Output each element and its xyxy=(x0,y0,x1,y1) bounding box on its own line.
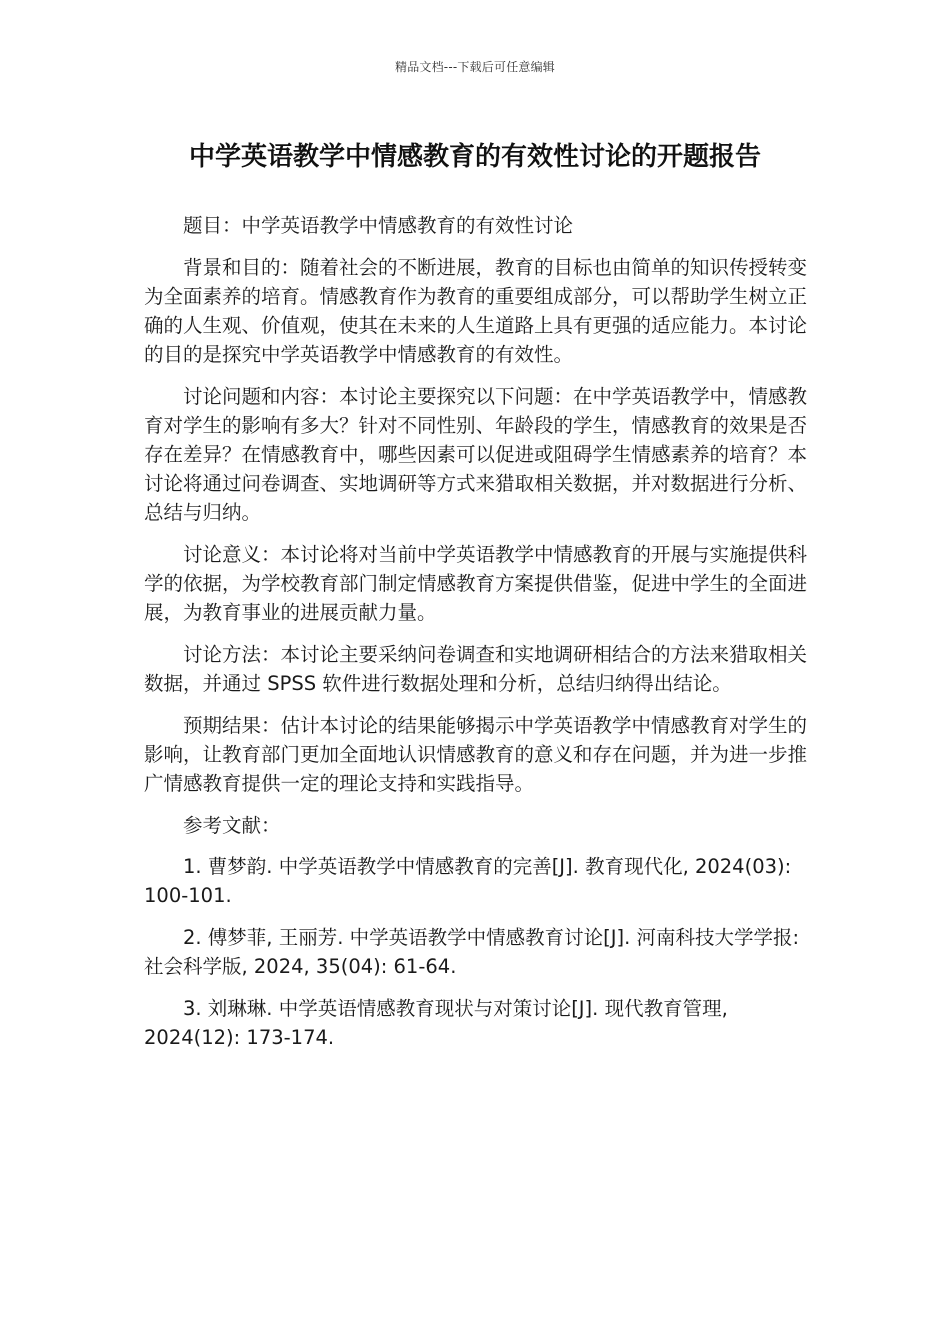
reference-item: 2. 傅梦菲, 王丽芳. 中学英语教学中情感教育讨论[J]. 河南科技大学学报: 社会科学版, 2024, 35(04): 61-64. xyxy=(144,926,800,978)
section-background xyxy=(144,253,824,369)
references-heading: 参考文献： xyxy=(183,814,281,837)
header-note: 精品文档---下载后可任意编辑 xyxy=(395,60,555,74)
reference-item: 3. 刘琳琳. 中学英语情感教育现状与对策讨论[J]. 现代教育管理, 2024(12): 173-174. xyxy=(144,997,728,1049)
section-questions xyxy=(144,382,824,527)
section-text: 随着社会的不断进展，教育的目标也由简单的知识传授转变为全面素养的培育。情感教育作为教育的重要组成部分，可以帮助学生树立正确的人生观、价值观，使其在未来的人生道路上具有更强的适应能力。本讨论的目的是探究中学英语教学中情感教育的有效性。 xyxy=(144,256,808,366)
section-label: 讨论意义： xyxy=(183,543,281,566)
section-label: 背景和目的： xyxy=(183,256,301,279)
section-text: 本讨论主要采纳问卷调查和实地调研相结合的方法来猎取相关数据，并通过 SPSS 软件进行数据处理和分析，总结归纳得出结论。 xyxy=(144,643,808,695)
section-topic xyxy=(144,211,824,240)
section-text: 估计本讨论的结果能够揭示中学英语教学中情感教育对学生的影响，让教育部门更加全面地认识情感教育的意义和存在问题，并为进一步推广情感教育提供一定的理论支持和实践指导。 xyxy=(144,714,808,795)
section-label: 题目： xyxy=(183,214,242,237)
section-expected-results xyxy=(144,711,824,798)
section-text: 本讨论主要探究以下问题：在中学英语教学中，情感教育对学生的影响有多大？针对不同性别、年龄段的学生，情感教育的效果是否存在差异？在情感教育中，哪些因素可以促进或阻碍学生情感素养的培育？本讨论将通过问卷调查、实地调研等方式来猎取相关数据，并对数据进行分析、总结与归纳。 xyxy=(144,385,808,524)
reference-item: 1. 曹梦韵. 中学英语教学中情感教育的完善[J]. 教育现代化, 2024(03): 100-101. xyxy=(144,855,792,907)
section-label: 讨论问题和内容： xyxy=(183,385,340,408)
section-text: 中学英语教学中情感教育的有效性讨论 xyxy=(241,214,574,237)
section-text: 本讨论将对当前中学英语教学中情感教育的开展与实施提供科学的依据，为学校教育部门制定情感教育方案提供借鉴，促进中学生的全面进展，为教育事业的进展贡献力量。 xyxy=(144,543,808,624)
document-title: 中学英语教学中情感教育的有效性讨论的开题报告 xyxy=(188,142,761,172)
document-body xyxy=(144,211,824,1065)
section-significance xyxy=(144,540,824,627)
section-method xyxy=(144,640,824,698)
section-label: 讨论方法： xyxy=(183,643,281,666)
section-label: 预期结果： xyxy=(183,714,281,737)
